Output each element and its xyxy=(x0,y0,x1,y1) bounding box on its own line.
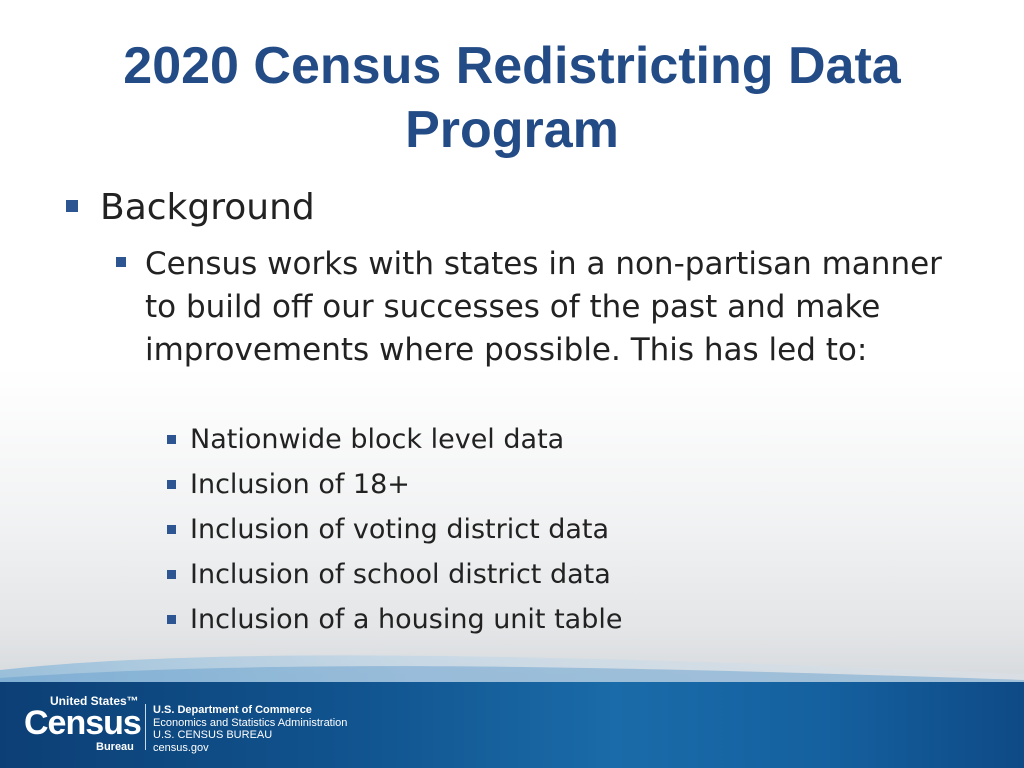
logo-bureau: Bureau xyxy=(96,741,134,753)
bullet-square-icon xyxy=(167,480,176,489)
slide-title-line-2: Program xyxy=(405,101,619,159)
bullet-nationwide-block-level: Nationwide block level data xyxy=(190,424,565,455)
logo-census-word: Census xyxy=(24,704,141,742)
dept-website: census.gov xyxy=(153,741,209,754)
logo-united-states: United States™ xyxy=(50,694,139,708)
bullet-inclusion-18-plus: Inclusion of 18+ xyxy=(190,469,410,500)
dept-census-bureau: U.S. CENSUS BUREAU xyxy=(153,729,273,741)
census-bureau-logo xyxy=(24,694,140,756)
dept-esa: Economics and Statistics Administration xyxy=(153,716,348,729)
bullet-square-icon xyxy=(167,570,176,579)
bullet-square-icon xyxy=(116,257,126,267)
bullet-square-icon xyxy=(167,615,176,624)
slide-title-line-1: 2020 Census Redistricting Data xyxy=(123,37,901,95)
bullet-background: Background xyxy=(100,187,315,228)
bullet-square-icon xyxy=(66,200,78,212)
bullet-square-icon xyxy=(167,525,176,534)
bullet-housing-unit-table: Inclusion of a housing unit table xyxy=(190,604,623,635)
bullet-square-icon xyxy=(167,435,176,444)
bullet-school-district: Inclusion of school district data xyxy=(190,559,611,590)
dept-commerce: U.S. Department of Commerce xyxy=(153,704,312,716)
footer-divider xyxy=(145,704,146,750)
bullet-census-description: Census works with states in a non-partisan manner to build off our successes of the past and make improvements where possible. This has led to: xyxy=(145,246,942,368)
department-info xyxy=(153,704,347,754)
bullet-voting-district: Inclusion of voting district data xyxy=(190,514,610,545)
